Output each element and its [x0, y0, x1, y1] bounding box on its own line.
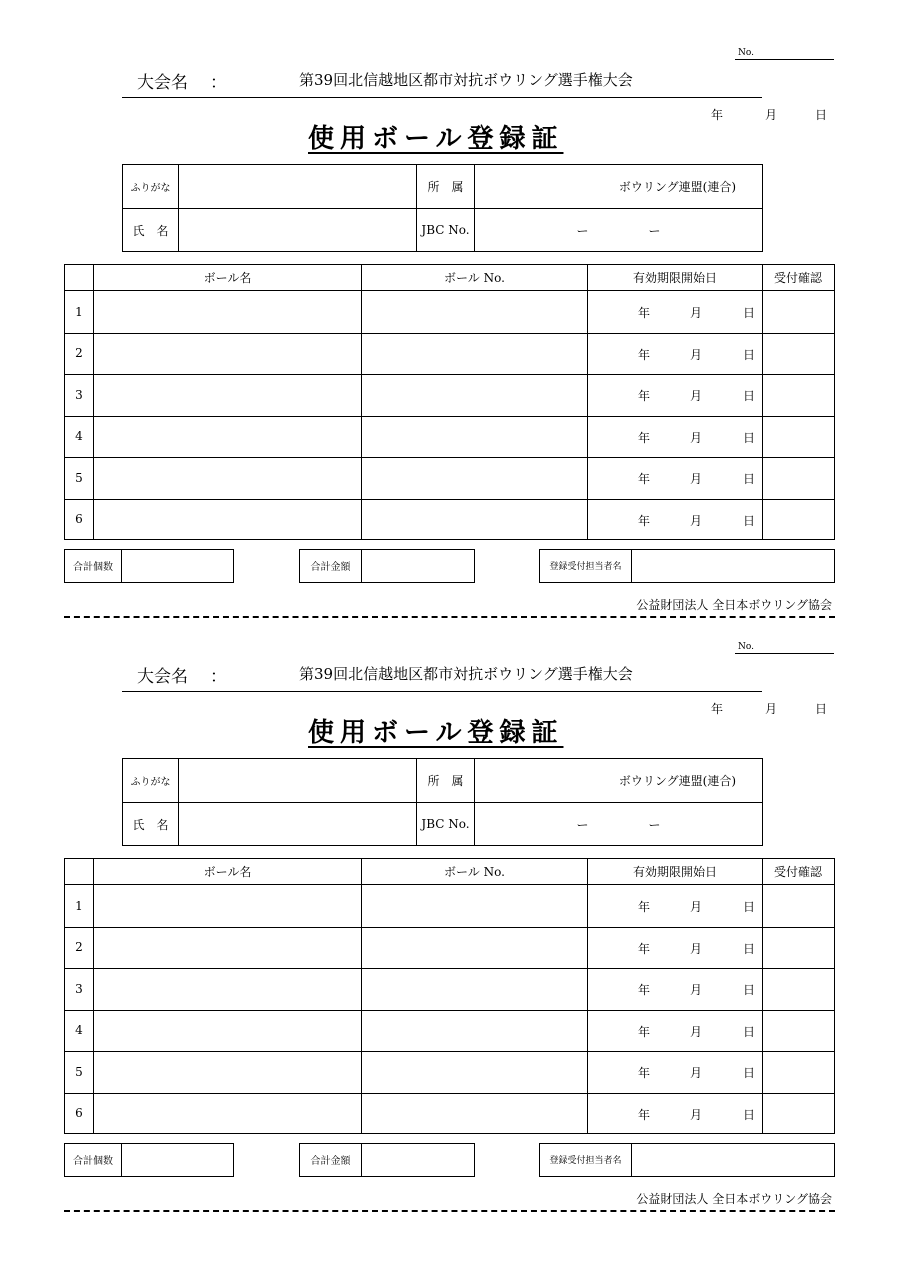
- row-month-label: 月: [690, 941, 703, 956]
- date-day-label: 日: [815, 108, 828, 122]
- ball-name-input[interactable]: [94, 457, 361, 498]
- organization-name: 公益財団法人 全日本ボウリング協会: [636, 1192, 832, 1206]
- table-row: [65, 885, 833, 926]
- cut-line: [64, 1210, 835, 1212]
- registration-form: [0, 0, 900, 612]
- total-amount-box: [299, 1143, 475, 1177]
- table-row: [65, 291, 833, 332]
- ball-no-input[interactable]: [362, 1093, 587, 1134]
- total-count-label: 合計個数: [73, 1156, 113, 1167]
- row-year-label: 年: [638, 389, 651, 403]
- valid-start-date-field[interactable]: [588, 968, 762, 1009]
- ball-no-input[interactable]: [362, 333, 587, 374]
- affiliation-label: 所 属: [427, 180, 464, 194]
- total-amount-input[interactable]: [362, 1144, 473, 1175]
- total-count-input[interactable]: [122, 1144, 232, 1175]
- ball-table: [64, 858, 835, 1134]
- receipt-check-box[interactable]: [763, 499, 833, 540]
- personal-info-box: [122, 164, 763, 252]
- table-row: [65, 1093, 833, 1134]
- ball-no-input[interactable]: [362, 374, 587, 415]
- furigana-input[interactable]: [179, 759, 416, 802]
- jbc-label: JBC No.: [421, 223, 470, 237]
- header-receipt: 受付確認: [773, 865, 822, 879]
- row-number: 2: [75, 346, 83, 360]
- form-title: 使用ボール登録証: [308, 718, 564, 748]
- ball-no-input[interactable]: [362, 1010, 587, 1051]
- ball-no-input[interactable]: [362, 499, 587, 540]
- form-title: 使用ボール登録証: [308, 124, 564, 154]
- valid-start-date-field[interactable]: [588, 333, 762, 374]
- total-count-label: 合計個数: [73, 562, 113, 573]
- row-year-label: 年: [638, 306, 651, 320]
- staff-label: 登録受付担当者名: [549, 1156, 622, 1166]
- row-month-label: 月: [690, 513, 703, 528]
- jbc-label: JBC No.: [421, 817, 470, 831]
- ball-no-input[interactable]: [362, 1051, 587, 1092]
- header-ball-no: ボール No.: [444, 865, 505, 879]
- row-number: 6: [75, 1106, 83, 1120]
- valid-start-date-field[interactable]: [588, 927, 762, 968]
- row-day-label: 日: [743, 983, 756, 997]
- ball-name-input[interactable]: [94, 374, 361, 415]
- event-name: 第39回北信越地区都市対抗ボウリング選手権大会: [299, 71, 633, 89]
- table-row: [65, 1010, 833, 1051]
- total-amount-label: 合計金額: [310, 562, 351, 573]
- valid-start-date-field[interactable]: [588, 885, 762, 926]
- valid-start-date-field[interactable]: [588, 1093, 762, 1134]
- row-year-label: 年: [638, 983, 651, 997]
- row-month-label: 月: [690, 1107, 703, 1122]
- affiliation-value[interactable]: ボウリング連盟(連合): [618, 180, 736, 194]
- row-month-label: 月: [690, 472, 703, 486]
- organization-name: 公益財団法人 全日本ボウリング協会: [636, 598, 832, 612]
- row-number: 1: [75, 304, 83, 319]
- receipt-check-box[interactable]: [763, 1093, 833, 1134]
- receipt-check-box[interactable]: [763, 885, 833, 926]
- valid-start-date-field[interactable]: [588, 416, 762, 457]
- ball-no-input[interactable]: [362, 291, 587, 332]
- jbc-number-field[interactable]: ー ー: [576, 223, 661, 238]
- affiliation-label: 所 属: [427, 774, 464, 788]
- name-input[interactable]: [179, 803, 416, 845]
- receipt-check-box[interactable]: [763, 1010, 833, 1051]
- personal-info-box: [122, 758, 763, 846]
- row-year-label: 年: [638, 941, 651, 956]
- row-divider: [65, 1093, 834, 1094]
- ball-no-input[interactable]: [362, 885, 587, 926]
- event-label: 大会名: [137, 667, 188, 687]
- row-day-label: 日: [743, 472, 756, 486]
- row-day-label: 日: [743, 347, 756, 362]
- row-divider: [65, 333, 834, 334]
- ball-name-input[interactable]: [94, 333, 361, 374]
- event-label: 大会名: [137, 73, 188, 93]
- row-divider: [65, 1051, 834, 1052]
- row-day-label: 日: [743, 1024, 756, 1039]
- row-divider: [65, 416, 834, 417]
- date-year-label: 年: [711, 108, 724, 122]
- row-divider: [65, 457, 834, 458]
- row-month-label: 月: [690, 306, 703, 320]
- row-day-label: 日: [743, 513, 756, 528]
- row-year-label: 年: [638, 347, 651, 362]
- receipt-check-box[interactable]: [763, 1051, 833, 1092]
- ball-name-input[interactable]: [94, 291, 361, 332]
- receipt-check-box[interactable]: [763, 416, 833, 457]
- jbc-number-field[interactable]: ー ー: [576, 817, 661, 832]
- form-number-field[interactable]: [735, 59, 834, 60]
- event-underline: [122, 691, 762, 692]
- row-divider: [65, 968, 834, 969]
- row-month-label: 月: [690, 1024, 703, 1039]
- row-number: 4: [75, 429, 83, 443]
- ball-table: [64, 264, 835, 540]
- furigana-input[interactable]: [179, 165, 416, 208]
- row-day-label: 日: [743, 1107, 756, 1122]
- row-year-label: 年: [638, 472, 651, 486]
- event-underline: [122, 97, 762, 98]
- row-divider: [65, 499, 834, 500]
- table-row: [65, 416, 833, 457]
- ball-name-input[interactable]: [94, 968, 361, 1009]
- row-year-label: 年: [638, 900, 651, 914]
- row-number: 2: [75, 940, 83, 954]
- row-year-label: 年: [638, 1066, 651, 1080]
- staff-box: [539, 549, 835, 583]
- table-row: [65, 927, 833, 968]
- row-number: 4: [75, 1023, 83, 1037]
- staff-input[interactable]: [632, 1144, 833, 1175]
- header-ball-no: ボール No.: [444, 271, 505, 285]
- affiliation-value[interactable]: ボウリング連盟(連合): [618, 774, 736, 788]
- ball-name-input[interactable]: [94, 885, 361, 926]
- event-colon: ：: [210, 73, 227, 93]
- row-number: 3: [75, 387, 83, 402]
- ball-name-input[interactable]: [94, 927, 361, 968]
- valid-start-date-field[interactable]: [588, 1051, 762, 1092]
- valid-start-date-field[interactable]: [588, 499, 762, 540]
- valid-start-date-field[interactable]: [588, 291, 762, 332]
- table-row: [65, 457, 833, 498]
- row-divider: [65, 374, 834, 375]
- name-input[interactable]: [179, 209, 416, 251]
- row-number: 5: [75, 470, 83, 485]
- ball-name-input[interactable]: [94, 1010, 361, 1051]
- valid-start-date-field[interactable]: [588, 457, 762, 498]
- table-row: [65, 499, 833, 540]
- row-number: 5: [75, 1064, 83, 1079]
- row-divider: [65, 927, 834, 928]
- row-month-label: 月: [690, 430, 703, 445]
- ball-no-input[interactable]: [362, 457, 587, 498]
- ball-name-input[interactable]: [94, 416, 361, 457]
- row-year-label: 年: [638, 430, 651, 445]
- row-month-label: 月: [690, 347, 703, 362]
- row-month-label: 月: [690, 983, 703, 997]
- row-year-label: 年: [638, 1107, 651, 1122]
- row-day-label: 日: [743, 389, 756, 403]
- row-day-label: 日: [743, 1066, 756, 1080]
- receipt-check-box[interactable]: [763, 927, 833, 968]
- row-month-label: 月: [690, 1066, 703, 1080]
- header-valid-start: 有効期限開始日: [632, 865, 717, 879]
- valid-start-date-field[interactable]: [588, 374, 762, 415]
- ball-no-input[interactable]: [362, 927, 587, 968]
- event-name: 第39回北信越地区都市対抗ボウリング選手権大会: [299, 665, 633, 683]
- form-number-label: No.: [738, 48, 754, 58]
- date-month-label: 月: [765, 108, 778, 122]
- date-year-label: 年: [711, 702, 724, 716]
- total-count-box: [64, 1143, 234, 1177]
- row-month-label: 月: [690, 389, 703, 403]
- total-amount-box: [299, 549, 475, 583]
- date-month-label: 月: [765, 702, 778, 716]
- ball-name-input[interactable]: [94, 1051, 361, 1092]
- header-ball-name: ボール名: [203, 865, 252, 879]
- ball-no-input[interactable]: [362, 968, 587, 1009]
- total-count-input[interactable]: [122, 550, 232, 581]
- form-number-label: No.: [738, 642, 754, 652]
- row-year-label: 年: [638, 1024, 651, 1039]
- total-count-box: [64, 549, 234, 583]
- ball-name-input[interactable]: [94, 1093, 361, 1134]
- row-month-label: 月: [690, 900, 703, 914]
- staff-label: 登録受付担当者名: [549, 562, 622, 572]
- row-number: 1: [75, 898, 83, 913]
- name-label: 氏 名: [132, 817, 169, 832]
- row-day-label: 日: [743, 430, 756, 445]
- receipt-check-box[interactable]: [763, 291, 833, 332]
- event-colon: ：: [210, 667, 227, 687]
- row-number: 3: [75, 981, 83, 996]
- row-number: 6: [75, 512, 83, 526]
- staff-input[interactable]: [632, 550, 833, 581]
- table-row: [65, 968, 833, 1009]
- row-day-label: 日: [743, 900, 756, 914]
- registration-form: [0, 594, 900, 1206]
- date-day-label: 日: [815, 702, 828, 716]
- receipt-check-box[interactable]: [763, 374, 833, 415]
- total-amount-input[interactable]: [362, 550, 473, 581]
- row-divider: [65, 1010, 834, 1011]
- table-row: [65, 374, 833, 415]
- header-receipt: 受付確認: [773, 271, 822, 285]
- form-number-field[interactable]: [735, 653, 834, 654]
- row-day-label: 日: [743, 306, 756, 320]
- receipt-check-box[interactable]: [763, 968, 833, 1009]
- receipt-check-box[interactable]: [763, 333, 833, 374]
- valid-start-date-field[interactable]: [588, 1010, 762, 1051]
- staff-box: [539, 1143, 835, 1177]
- header-ball-name: ボール名: [203, 271, 252, 285]
- furigana-label: ふりがな: [130, 777, 171, 788]
- header-valid-start: 有効期限開始日: [632, 271, 717, 285]
- furigana-label: ふりがな: [130, 183, 171, 194]
- total-amount-label: 合計金額: [310, 1156, 351, 1167]
- row-day-label: 日: [743, 941, 756, 956]
- ball-no-input[interactable]: [362, 416, 587, 457]
- row-year-label: 年: [638, 513, 651, 528]
- name-label: 氏 名: [132, 223, 169, 238]
- receipt-check-box[interactable]: [763, 457, 833, 498]
- table-row: [65, 333, 833, 374]
- ball-name-input[interactable]: [94, 499, 361, 540]
- table-row: [65, 1051, 833, 1092]
